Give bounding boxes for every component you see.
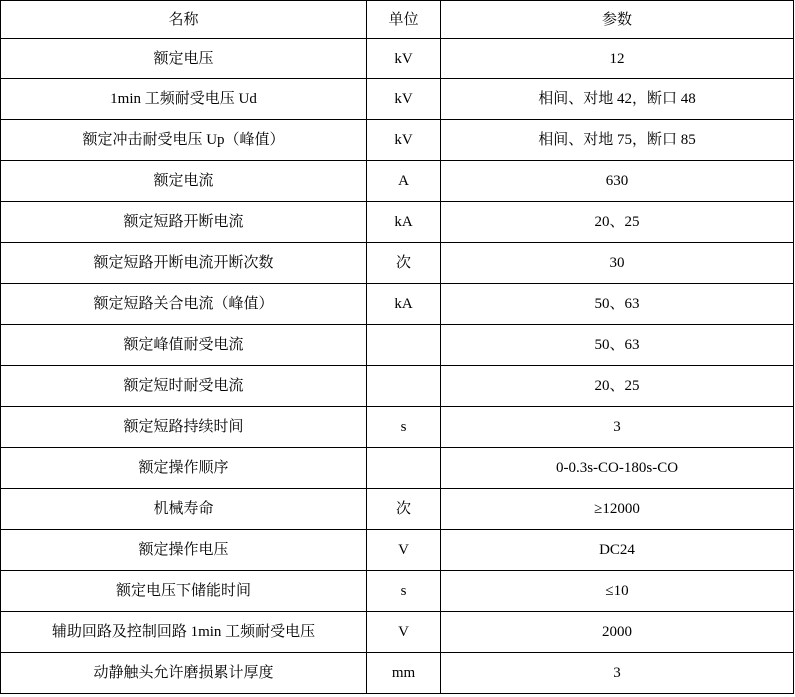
cell-param: 50、63 [441, 284, 794, 325]
cell-unit [367, 448, 441, 489]
table-row [1, 202, 794, 243]
cell-unit: V [367, 530, 441, 571]
table-row [1, 612, 794, 653]
table-row [1, 79, 794, 120]
cell-param: 20、25 [441, 202, 794, 243]
cell-unit: 次 [367, 489, 441, 530]
table-row [1, 120, 794, 161]
cell-name: 额定短路开断电流开断次数 [1, 243, 367, 284]
cell-name: 额定电压下储能时间 [1, 571, 367, 612]
cell-name: 机械寿命 [1, 489, 367, 530]
cell-unit: mm [367, 653, 441, 694]
cell-unit: V [367, 612, 441, 653]
cell-unit: kV [367, 120, 441, 161]
cell-param: 相间、对地 75，断口 85 [441, 120, 794, 161]
table-row [1, 653, 794, 694]
cell-param: ≥12000 [441, 489, 794, 530]
cell-param: ≤10 [441, 571, 794, 612]
cell-name: 辅助回路及控制回路 1min 工频耐受电压 [1, 612, 367, 653]
cell-unit [367, 325, 441, 366]
cell-unit: A [367, 161, 441, 202]
table-row [1, 366, 794, 407]
cell-unit [367, 366, 441, 407]
cell-unit: s [367, 571, 441, 612]
table-row [1, 448, 794, 489]
column-header-param: 参数 [441, 1, 794, 39]
cell-param: 2000 [441, 612, 794, 653]
cell-param: 3 [441, 407, 794, 448]
cell-name: 1min 工频耐受电压 Ud [1, 79, 367, 120]
cell-name: 额定电流 [1, 161, 367, 202]
cell-unit: kA [367, 284, 441, 325]
table-row [1, 161, 794, 202]
cell-name: 动静触头允许磨损累计厚度 [1, 653, 367, 694]
cell-name: 额定冲击耐受电压 Up（峰值） [1, 120, 367, 161]
cell-name: 额定短路关合电流（峰值） [1, 284, 367, 325]
cell-param: 30 [441, 243, 794, 284]
cell-param: 630 [441, 161, 794, 202]
cell-name: 额定电压 [1, 39, 367, 79]
table-row [1, 284, 794, 325]
table-header-row [1, 1, 794, 39]
cell-param: 12 [441, 39, 794, 79]
cell-param: 50、63 [441, 325, 794, 366]
cell-name: 额定操作顺序 [1, 448, 367, 489]
cell-param: 0-0.3s-CO-180s-CO [441, 448, 794, 489]
table-row [1, 243, 794, 284]
cell-name: 额定峰值耐受电流 [1, 325, 367, 366]
cell-param: 相间、对地 42，断口 48 [441, 79, 794, 120]
table-row [1, 489, 794, 530]
cell-unit: 次 [367, 243, 441, 284]
cell-unit: kA [367, 202, 441, 243]
table-row [1, 407, 794, 448]
cell-name: 额定操作电压 [1, 530, 367, 571]
cell-name: 额定短路开断电流 [1, 202, 367, 243]
table-row [1, 571, 794, 612]
cell-unit: kV [367, 39, 441, 79]
table-header [1, 1, 794, 39]
column-header-name: 名称 [1, 1, 367, 39]
cell-unit: kV [367, 79, 441, 120]
table-row [1, 530, 794, 571]
table-row [1, 325, 794, 366]
table-body [1, 39, 794, 694]
cell-unit: s [367, 407, 441, 448]
cell-param: 3 [441, 653, 794, 694]
cell-param: DC24 [441, 530, 794, 571]
cell-name: 额定短时耐受电流 [1, 366, 367, 407]
table-row [1, 39, 794, 79]
cell-name: 额定短路持续时间 [1, 407, 367, 448]
column-header-unit: 单位 [367, 1, 441, 39]
cell-param: 20、25 [441, 366, 794, 407]
